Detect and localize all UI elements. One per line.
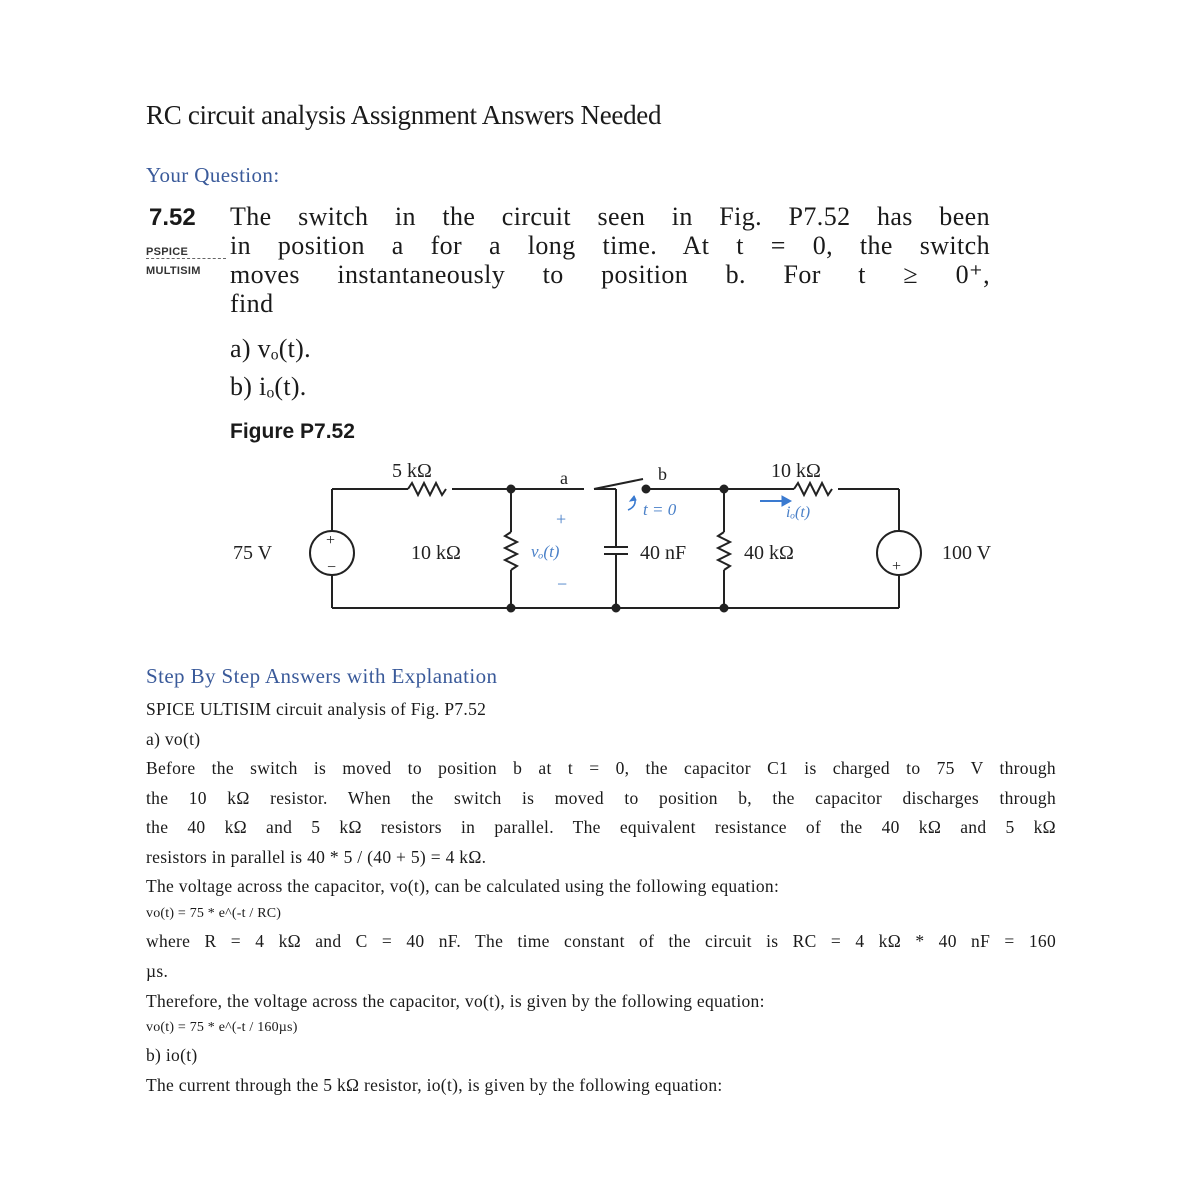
label-current: iₒ(t) xyxy=(786,504,811,521)
label-node-b: b xyxy=(658,464,667,484)
vo-minus: − xyxy=(557,574,568,594)
label-r4: 40 kΩ xyxy=(744,542,794,564)
answer-paragraph-line: Before the switch is moved to position b at t = 0, the capacitor C1 is charged to 75 V through xyxy=(146,758,1056,778)
label-r1: 5 kΩ xyxy=(392,460,432,482)
problem-line: find xyxy=(230,289,274,318)
answer-part-b-label: b) io(t) xyxy=(146,1045,198,1065)
src2-plus: + xyxy=(892,558,902,575)
answer-paragraph-line: The current through the 5 kΩ resistor, io(t), is given by the following equation: xyxy=(146,1075,723,1095)
pspice-tag: PSPICE xyxy=(146,246,226,259)
page-title: RC circuit analysis Assignment Answers Needed xyxy=(146,100,662,130)
resistor-10k-right xyxy=(794,483,832,495)
problem-line: in position a for a long time. At t = 0, the switch xyxy=(230,231,990,260)
resistor-10k-left xyxy=(505,532,517,570)
src1-plus: + xyxy=(326,532,336,549)
node-dot xyxy=(508,605,515,612)
problem-part-b: b) iₒ(t). xyxy=(230,372,307,401)
answer-paragraph-line: the 10 kΩ resistor. When the switch is moved to position b, the capacitor discharges through xyxy=(146,788,1056,808)
arrow-head-icon xyxy=(630,496,636,501)
problem-line: The switch in the circuit seen in Fig. P7.52 has been xyxy=(230,202,990,231)
textbook-excerpt xyxy=(146,196,1026,636)
answer-paragraph-line: The voltage across the capacitor, vo(t), can be calculated using the following equation: xyxy=(146,876,780,896)
node-dot xyxy=(721,605,728,612)
label-node-a: a xyxy=(560,468,568,488)
node-dot xyxy=(508,486,515,493)
label-r2: 10 kΩ xyxy=(411,542,461,564)
answer-paragraph-line: Therefore, the voltage across the capacitor, vo(t), is given by the following equation: xyxy=(146,991,765,1011)
equation-vo-final: vo(t) = 75 * e^(-t / 160µs) xyxy=(146,1020,298,1035)
label-vo: vₒ(t) xyxy=(531,542,560,561)
resistor-40k xyxy=(718,532,730,570)
src2-minus: − xyxy=(893,523,903,540)
label-cap: 40 nF xyxy=(640,542,687,564)
switch-blade xyxy=(594,479,643,489)
src1-minus: − xyxy=(327,559,337,576)
label-src2: 100 V xyxy=(942,542,992,564)
answer-paragraph-line: µs. xyxy=(146,961,169,981)
circuit-diagram xyxy=(146,196,1026,636)
problem-number: 7.52 xyxy=(149,204,196,231)
figure-label: Figure P7.52 xyxy=(230,420,355,443)
answer-heading: Step By Step Answers with Explanation xyxy=(146,664,498,688)
label-switch-time: t = 0 xyxy=(643,500,677,519)
answer-part-a-label: a) vo(t) xyxy=(146,729,201,749)
node-dot xyxy=(613,605,620,612)
label-r3: 10 kΩ xyxy=(771,460,821,482)
problem-line: moves instantaneously to position b. For t ≥ 0⁺, xyxy=(230,260,990,289)
answer-paragraph-line: resistors in parallel is 40 * 5 / (40 + 5) = 4 kΩ. xyxy=(146,847,487,867)
equation-vo: vo(t) = 75 * e^(-t / RC) xyxy=(146,906,282,921)
answer-paragraph-line: where R = 4 kΩ and C = 40 nF. The time constant of the circuit is RC = 4 kΩ * 40 nF = 160 xyxy=(146,931,1056,951)
node-dot xyxy=(721,486,728,493)
multisim-tag: MULTISIM xyxy=(146,265,201,277)
answer-intro: SPICE ULTISIM circuit analysis of Fig. P7.52 xyxy=(146,699,487,719)
resistor-5k xyxy=(408,483,446,495)
answer-paragraph-line: the 40 kΩ and 5 kΩ resistors in parallel. The equivalent resistance of the 40 kΩ and 5 kΩ xyxy=(146,817,1056,837)
vo-plus: + xyxy=(556,509,567,529)
question-heading: Your Question: xyxy=(146,163,280,187)
problem-part-a: a) vₒ(t). xyxy=(230,334,311,363)
node-dot xyxy=(643,486,650,493)
label-src1: 75 V xyxy=(233,542,273,564)
